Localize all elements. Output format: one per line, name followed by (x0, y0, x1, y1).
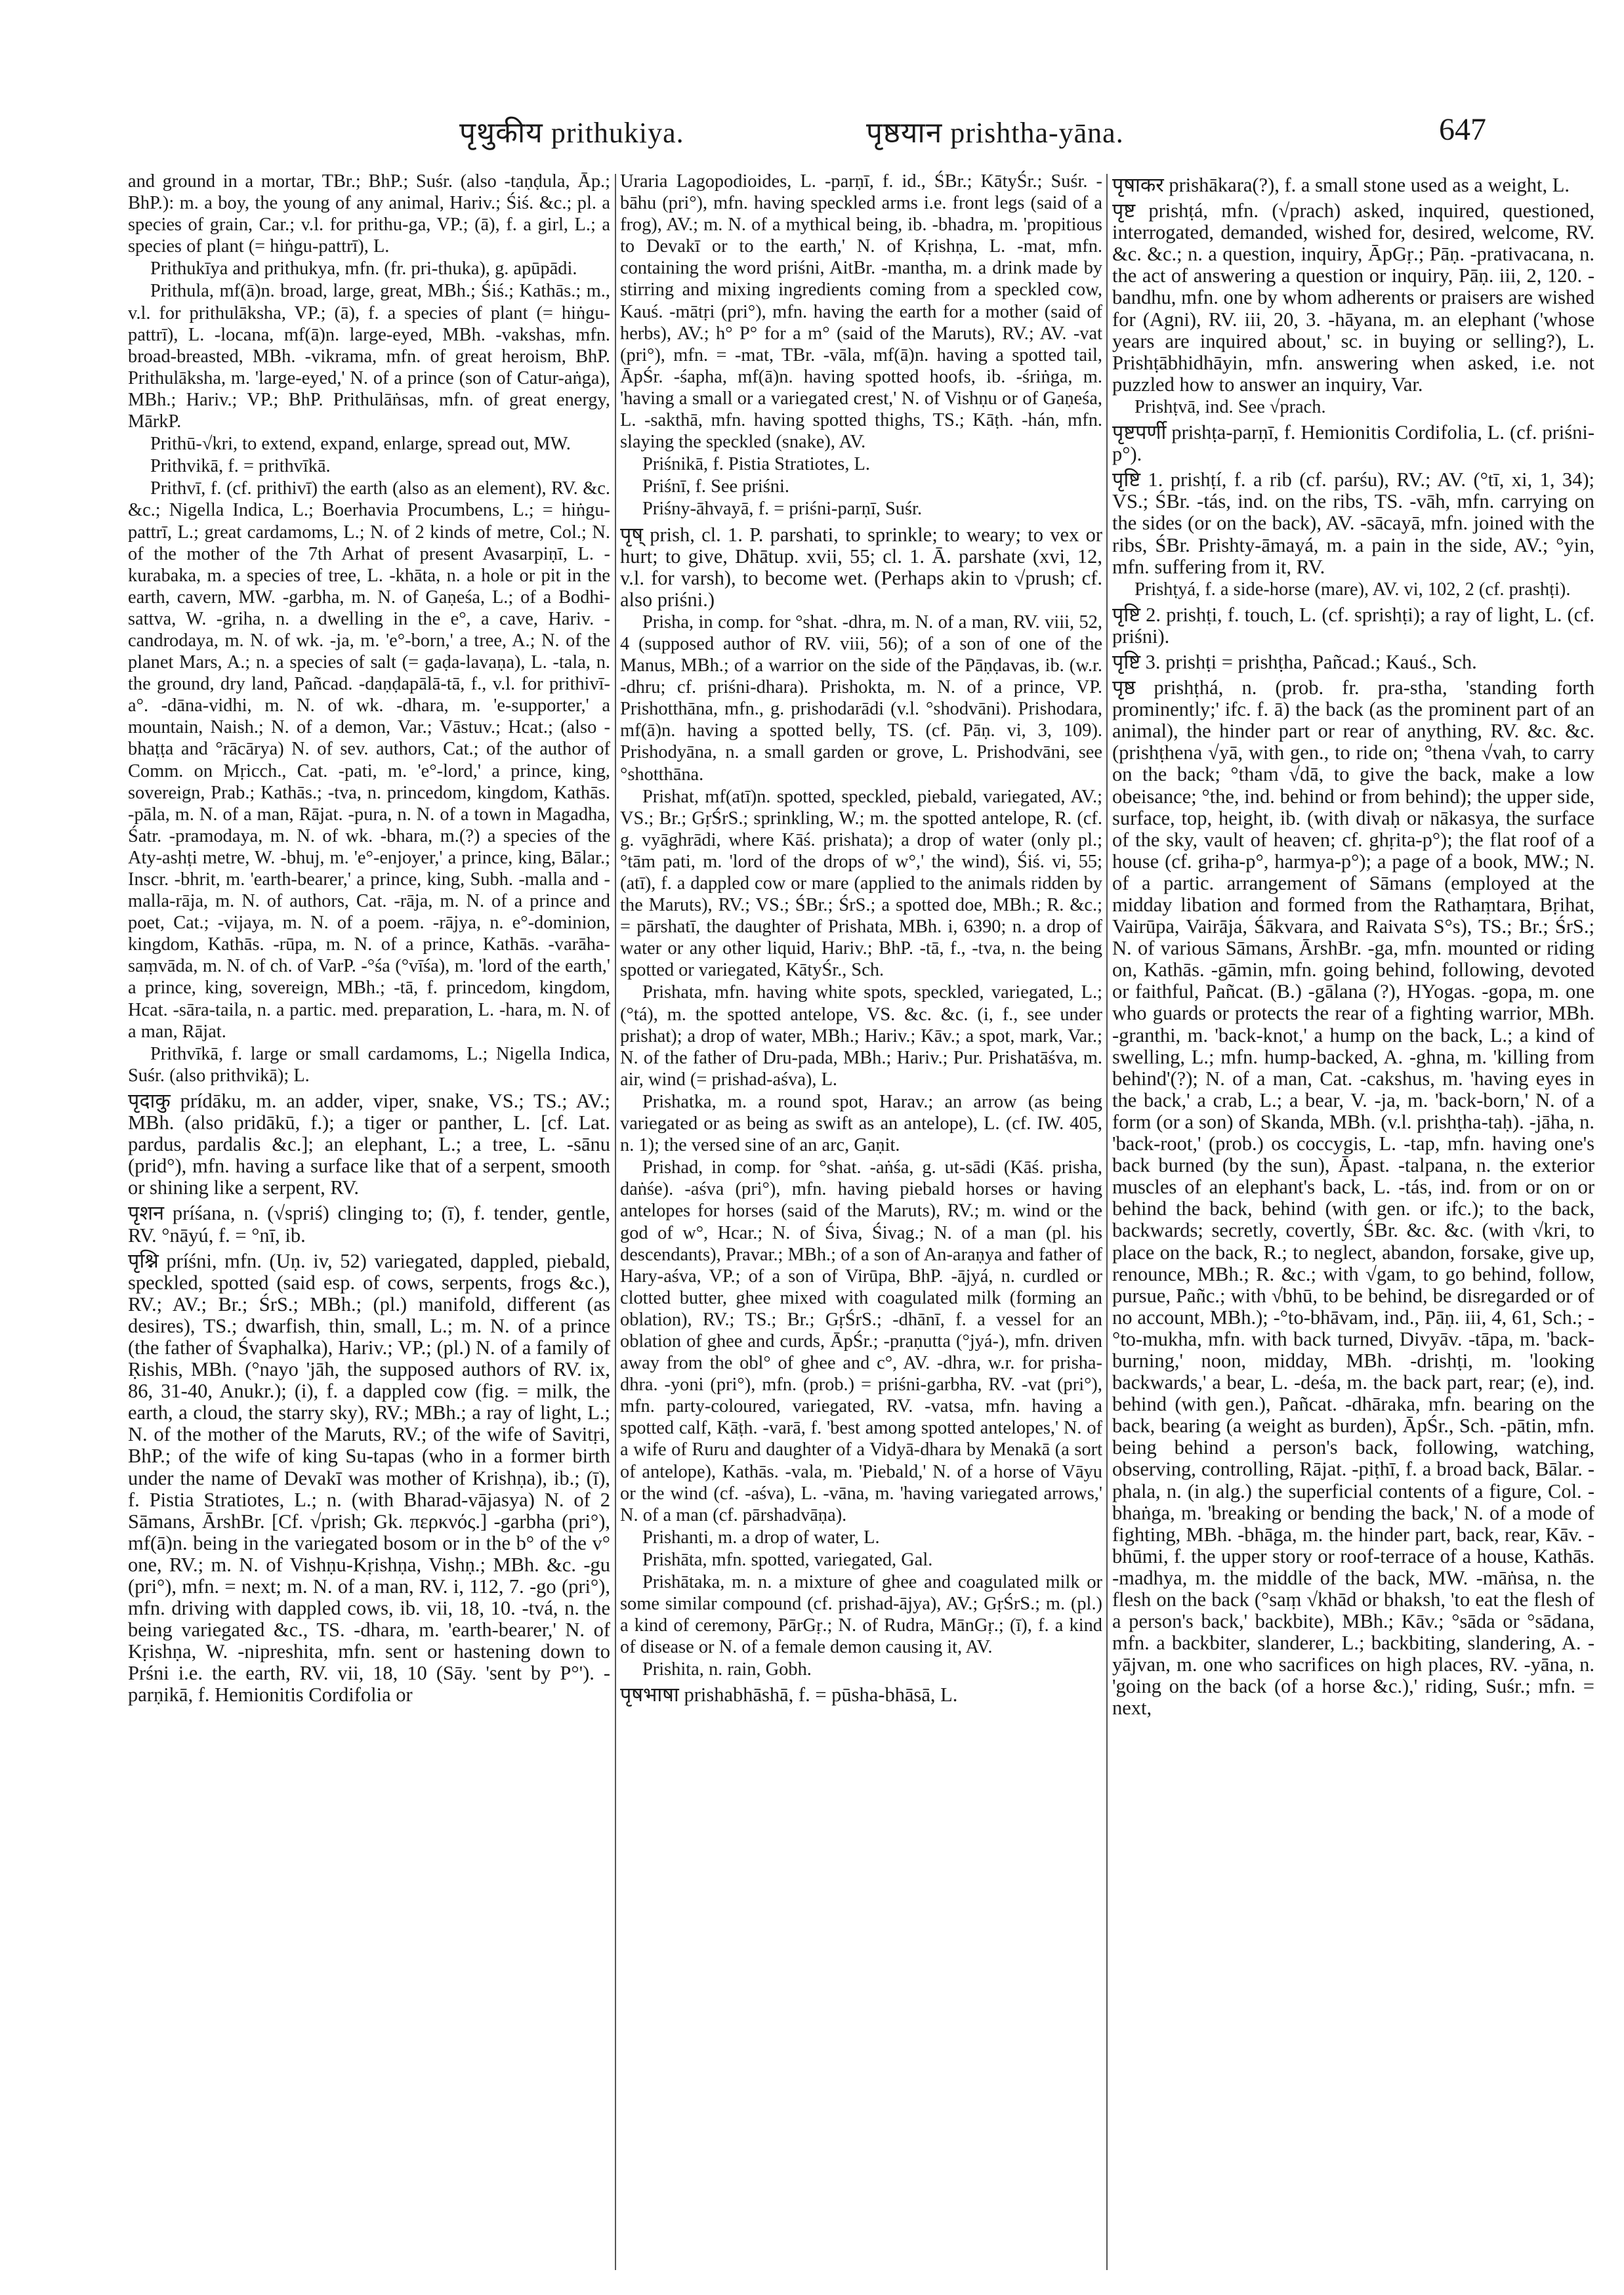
dictionary-entry: पृष्टि 1. prishṭí, f. a rib (cf. parśu), RV.; AV. (°tī, xi, 1, 34); VS.; ŚBr. -tás, ind. on the ribs, TS. -vāh, mfn. carrying on the sides (or on the back), AV. -sācayā, mfn. joined with the ribs, ŚBr. Prishty-āmayá, m. a pain in the side, AV.; °yin, mfn. suffering from it, RV. (1112, 468, 1594, 578)
dictionary-entry: Prishata, mfn. having white spots, speckled, variegated, L.; (°tá), m. the spotted antelope, VS. &c. &c. (i, f., see under prishat); a drop of water, MBh.; Hariv.; Kāv.; a spot, mark, Var.; N. of the father of Dru-pada, MBh.; Hariv.; Pur. Prishatāśva, m. air, wind (= prishad-aśva), L. (620, 982, 1102, 1090)
dictionary-entry: पृष्टि 2. prishṭi, f. touch, L. (cf. sprishṭi); a ray of light, L. (cf. priśni). (1112, 603, 1594, 648)
dictionary-entry: पृदाकु prídāku, m. an adder, viper, snake, VS.; TS.; AV.; MBh. (also pridākū, f.); a tiger or panther, L. [cf. Lat. pardus, pardalis &c.]; an elephant, L.; a tree, L. -sānu (prid°), mfn. having a surface like that of a serpent, smooth or shining like a serpent, RV. (128, 1089, 610, 1199)
dictionary-entry: Prishita, n. rain, Gobh. (642, 1659, 812, 1680)
dictionary-entry: Priśnikā, f. Pistia Stratiotes, L. (642, 454, 870, 475)
dictionary-entry: Uraria Lagopodioides, L. -parṇī, f. id., ŚBr.; KātyŚr.; Suśr. -bāhu (pri°), mfn. having speckled arms i.e. front legs (said of a frog), AV.; m. N. of a mythical being, ib. -bhadra, m. 'propitious to Devakī or to the earth,' N. of Kṛishṇa, L. -mat, mfn. containing the word priśni, AitBr. -mantha, m. a drink made by stirring and mixing ingredients coming from a speckled cow, Kauś. -mātṛi (pri°), mfn. having the earth for a mother (said of herbs), AV.; h° P° for a m° (said of the Maruts), RV.; AV. -vat (pri°), mfn. = -mat, TBr. -vāla, mf(ā)n. having a spotted tail, ĀpŚr. -śapha, mf(ā)n. having spotted hoofs, ib. -śriṅga, m. 'having a small or a variegated crest,' N. of Vishṇu or of Gaṇeśa, L. -sakthā, mfn. having spotted thighs, TS.; Kāṭh. -hán, mfn. slaying the speckled (snake), AV. (620, 171, 1102, 453)
column-left (128, 171, 610, 2270)
dictionary-entry: Prishāta, mfn. spotted, variegated, Gal. (642, 1549, 933, 1570)
dictionary-entry: पृष्ठ prishṭhá, n. (prob. fr. pra-stha, 'standing forth prominently;' ifc. f. ā) the back (as the prominent part of an animal), the hinder part or rear of anything, RV. &c. &c. (prishṭhena √yā, with gen., to ride on; °thena √vah, to carry on the back; °tham √dā, to give the back, make a low obeisance; °the, ind. behind or from behind); the upper side, surface, top, height, ib. (with divaḥ or nākasya, the surface of the sky, vault of heaven; cf. ghṛita-p°); the flat roof of a house (cf. griha-p°, harmya-p°); a page of a book, MW.; N. of a partic. arrangement of Sāmans (employed at the midday libation and formed from the Rathaṃtara, Bṛihat, Vairūpa, Vairāja, Śākvara, and Raivata S°s), TS.; Br.; ŚrS.; N. of various Sāmans, ĀrshBr. -ga, mfn. mounted or riding on, Kathās. -gāmin, mfn. going behind, following, devoted or faithful, Pañcat. (B.) -gālana (?), HYogas. -gopa, m. one who guards or protects the rear of a fighting warrior, MBh. -granthi, m. 'back-knot,' a hump on the back, L.; a kind of swelling, L.; mfn. hump-backed, A. -ghna, m. 'killing from behind'(?); N. of a man, Cat. -cakshus, m. 'having eyes in the back,' a crab, L.; a bear, V. -ja, m. 'back-born,' N. of a form (or a son) of Skanda, MBh. (v.l. prishṭha-taḥ). -jāha, n. 'back-root,' (prob.) os coccygis, L. -tap, mfn. having one's back burned (by the sun), Āpast. -talpana, n. the exterior muscles of an elephant's back, L. -tás, ind. from or on or behind the back, behind (with gen. or ifc.); to the back, backwards; secretly, covertly, ŚBr. &c. &c. (with √kri, to place on the back, R.; to neglect, abandon, forsake, give up, renounce, MBh.; R. &c.; with √gam, to go behind, follow, pursue, Pañc.; with √bhū, to be behind, be disregarded or of no account, MBh.); -°to-bhāvam, ind., Pāṇ. iii, 4, 61, Sch.; -°to-mukha, mfn. with back turned, Divyāv. -tāpa, m. 'back-burning,' noon, midday, MBh. -drishṭi, m. 'looking backwards,' a bear, L. -deśa, m. the back part, rear; (e), ind. behind (with gen.), Pañcat. -dhāraka, mfn. bearing on the back, bearing (a weight as burden), ĀpŚr., Sch. -pātin, mfn. being behind a person's back, following, watching, observing, controlling, Rājat. -piṭhī, f. a broad back, Bālar. -phala, n. (in alg.) the superficial contents of a figure, Col. -bhaṅga, m. 'breaking or bending the back,' N. of a mode of fighting, MBh. -bhāga, m. the hinder part, back, rear, Kāv. -bhūmi, f. the upper story or roof-terrace of a house, Kathās. -madhya, m. the middle of the back, MW. -māṅsa, n. the flesh on the back (°saṃ √khād or bhaksh, 'to eat the flesh of a person's back,' backbite), MBh.; Kāv.; °sāda or °sādana, mfn. a backbiter, slanderer, L.; backbiting, slandering, A. -yājvan, m. one who sacrifices on high places, RV. -yāna, n. 'going on the back (of a horse &c.),' riding, Suśr.; mfn. = next, (1112, 676, 1594, 1720)
dictionary-entry: पृश्नि príśni, mfn. (Uṇ. iv, 52) variegated, dappled, piebald, speckled, spotted (said esp. of cows, serpents, frogs &c.), RV.; AV.; Br.; ŚrS.; MBh.; (pl.) manifold, different (as desires), TS.; dwarfish, thin, small, L.; m. N. of a prince (the father of Śvaphalka), Hariv.; VP.; (pl.) N. of a family of Ṛishis, MBh. (°nayo 'jāh, the supposed authors of RV. ix, 86, 31-40, Anukr.); (i), f. a dappled cow (fig. = milk, the earth, a cloud, the starry sky), RV.; MBh.; a ray of light, L.; N. of the mother of the Maruts, RV.; of the wife of Savitṛi, BhP.; of the wife of king Su-tapas (who in a former birth under the name of Devakī was mother of Krishṇa), ib.; (ī), f. Pistia Stratiotes, L.; n. (with Bharad-vājasya) N. of 2 Sāmans, ĀrshBr. [Cf. √prish; Gk. περκνός.] -garbha (pri°), mf(ā)n. being in the variegated bosom or in the b° of the v° one, RV.; m. N. of Vishṇu-Kṛishṇa, Vishṇ.; MBh. &c. -gu (pri°), mfn. = next; m. N. of a man, RV. i, 112, 7. -go (pri°), mfn. driving with dappled cows, ib. vii, 18, 10. -tvá, n. the being variegated &c., TS. -dhara, m. 'earth-bearer,' N. of Kṛishṇa, W. -nipreshita, mfn. sent or hastening down to Prśni i.e. the earth, RV. vii, 18, 10 (Sāy. 'sent by P°'). -parṇikā, f. Hemionitis Cordifolia or (128, 1249, 610, 1706)
dictionary-entry: and ground in a mortar, TBr.; BhP.; Suśr. (also -taṇḍula, Āp.; BhP.): m. a boy, the young of any animal, Hariv.; Śiś. &c.; pl. a species of grain, Car.; v.l. for prithu-ga, VP.; (ā), f. a girl, L.; a species of plant (= hiṅgu-pattrī), L. (128, 171, 610, 257)
dictionary-entry: Prithū-√kri, to extend, expand, enlarge, spread out, MW. (150, 434, 571, 455)
dictionary-entry: Prishātaka, m. n. a mixture of ghee and coagulated milk or some similar compound (cf. prishad-ājya), AV.; GṛŚrS.; m. (pl.) a kind of ceremony, PārGṛ.; N. of Rudra, MānGṛ.; (ī), f. a kind of disease or N. of a female demon causing it, AV. (620, 1572, 1102, 1658)
dictionary-entry: Prishanti, m. a drop of water, L. (642, 1527, 880, 1548)
dictionary-entry: Prishat, mf(atī)n. spotted, speckled, piebald, variegated, AV.; VS.; Br.; GṛŚrS.; sprinkling, W.; m. the spotted antelope, R. (cf. g. vyāghrādi, where Kāś. prishata); a drop of water (only pl.; °tām pati, m. 'lord of the drops of w°,' the wind), Śiś. vi, 55; (atī), f. a dappled cow or mare (applied to the animals ridden by the Maruts), RV.; VS.; ŚBr.; ŚrS.; a spotted doe, MBh.; R. &c.; = pārshatī, the daughter of Prishata, MBh. i, 6390; n. a drop of water or any other liquid, Hariv.; BhP. -tā, f., -tva, n. the being spotted or variegated, KātyŚr., Sch. (620, 786, 1102, 981)
dictionary-entry: Priśnī, f. See priśni. (642, 476, 789, 497)
column-middle (620, 171, 1102, 2270)
dictionary-entry: पृषभाषा prishabhāshā, f. = pūsha-bhāsā, L. (620, 1684, 958, 1706)
dictionary-entry: पृषाकर prishākara(?), f. a small stone used as a weight, L. (1112, 174, 1570, 196)
page-number: 647 (1439, 112, 1486, 147)
column-divider (1106, 174, 1108, 2270)
dictionary-entry: Prithvī, f. (cf. prithivī) the earth (also as an element), RV. &c. &c.; Nigella Indica, L.; Boerhavia Procumbens, L.; = hiṅgu-pattrī, L.; great cardamoms, L.; N. of 2 kinds of metre, Col.; N. of the mother of the 7th Arhat of present Avasarpiṇī, L. -kurabaka, m. a species of tree, L. -khāta, n. a hole or pit in the earth, cavern, MW. -garbha, m. N. of Gaṇeśa, L.; of a Bodhi-sattva, W. -griha, n. a dwelling in the e°, a cave, Hariv. -candrodaya, m. N. of wk. -ja, m. 'e°-born,' a tree, A.; N. of the planet Mars, A.; n. a species of salt (= gaḍa-lavaṇa), L. -tala, n. the ground, dry land, Pañcad. -daṇḍapālā-tā, f., v.l. for prithivī-a°. -dāna-vidhi, m. N. of wk. -dhara, m. 'e-supporter,' a mountain, Naish.; N. of a demon, Var.; Vāstuv.; Hcat.; (also -bhaṭṭa and °rācārya) N. of sev. authors, Cat.; of the author of Comm. on Mṛicch., Cat. -pati, m. 'e°-lord,' a prince, king, sovereign, Prab.; Kathās.; -tva, n. princedom, kingdom, Kathās. -pāla, m. N. of a man, Rājat. -pura, n. N. of a town in Magadha, Śatr. -pramodaya, m. N. of wk. -bhara, m.(?) a species of the Aty-ashṭi metre, W. -bhuj, m. 'e°-enjoyer,' a prince, king, Bālar.; Inscr. -bhrit, m. 'earth-bearer,' a prince, king, Subh. -malla and -malla-rāja, m. N. of authors, Cat. -rāja, m. N. of a prince and poet, Cat.; -vijaya, m. N. of a poem. -rājya, n. e°-dominion, kingdom, Kathās. -rūpa, m. N. of a prince, Kathās. -varāha-saṃvāda, m. N. of ch. of VarP. -°śa (°vīśa), m. 'lord of the earth,' a prince, king, sovereign, MBh.; -tā, f. princedom, kingdom, Hcat. -sāra-taila, n. a partic. med. preparation, L. -hara, m. N. of a man, Rājat. (128, 478, 610, 1042)
dictionary-entry: Prithula, mf(ā)n. broad, large, great, MBh.; Śiś.; Kathās.; m., v.l. for prithulāksha, VP.; (ā), f. a species of plant (= hiṅgu-pattrī), L. -locana, mf(ā)n. large-eyed, MBh. -vakshas, mfn. broad-breasted, MBh. -vikrama, mfn. of great heroism, BhP. Prithulāksha, m. 'large-eyed,' N. of a prince (son of Catur-aṅga), MBh.; Hariv.; VP.; BhP. Prithulāṅsas, mfn. of great energy, MārkP. (128, 281, 610, 432)
dictionary-entry: Prithvikā, f. = prithvīkā. (150, 456, 331, 477)
dictionary-entry: पृष्टि 3. prishṭi = prishṭha, Pañcad.; Kauś., Sch. (1112, 650, 1477, 673)
dictionary-entry: Prithvīkā, f. large or small cardamoms, L.; Nigella Indica, Suśr. (also prithvikā); L. (128, 1043, 610, 1086)
dictionary-entry: Prithukīya and prithukya, mfn. (fr. pri-thuka), g. apūpādi. (150, 258, 577, 279)
dictionary-entry: पृष् prish, cl. 1. P. parshati, to sprinkle; to weary; to vex or hurt; to give, Dhātup. xvii, 55; cl. 1. Ā. parshate (xvi, 12, v.l. for varsh), to become wet. (Perhaps akin to √prush; cf. also priśni.) (620, 523, 1102, 611)
column-divider (615, 174, 616, 2270)
header-right-headword: पृष्ठयान prishtha-yāna. (866, 117, 1124, 149)
dictionary-entry: Prishad, in comp. for °shat. -aṅśa, g. ut-sādi (Kāś. prisha, daṅśe). -aśva (pri°), mfn. having piebald horses or having antelopes for horses (said of the Maruts), RV.; m. wind or the god of w°, Hcar.; N. of Śiva, Śivag.; N. of a man (pl. his descendants), Pravar.; MBh.; of a son of An-araṇya and father of Hary-aśva, VP.; of a son of Virūpa, BhP. -ājyá, n. curdled or clotted butter, ghee mixed with coagulated milk (forming an oblation), RV.; TS.; Br.; GṛŚrS.; -dhānī, f. a vessel for an oblation of ghee and curds, ĀpŚr.; -praṇutta (°jyá-), mfn. driven away from the obl° of ghee and c°, AV. -dhra, w.r. for prisha-dhra. -yoni (pri°), mfn. (prob.) = priśni-garbha, RV. -vat (pri°), mfn. party-coloured, variegated, RV. -vatsa, mfn. having a spotted calf, Kāṭh. -varā, f. 'best among spotted antelopes,' N. of a wife of Ruru and daughter of a Vidyā-dhara by Menakā (a sort of antelope), Kathās. -vala, m. 'Piebald,' N. of a horse of Vāyu or the wind (cf. -aśva), L. -vāna, m. 'having variegated arrows,' N. of a man (cf. pārshadvāṇa). (620, 1157, 1102, 1525)
dictionary-entry: Prishatka, m. a round spot, Harav.; an arrow (as being variegated or as being as swift as an antelope), L. (cf. IW. 405, n. 1); the versed sine of an arc, Gaṇit. (620, 1091, 1102, 1156)
dictionary-entry: Priśny-āhvayā, f. = priśni-parṇī, Suśr. (642, 499, 923, 520)
running-header (459, 112, 1486, 164)
dictionary-entry: पृशन príśana, n. (√spriś) clinging to; (ī), f. tender, gentle, RV. °nāyú, f. = °nī, ib. (128, 1202, 610, 1247)
dictionary-entry: पृष्ट prishṭá, mfn. (√prach) asked, inquired, questioned, interrogated, demanded, wished for, desired, welcome, RV. &c. &c.; n. a question, inquiry, ĀpGṛ.; Pāṇ. -prativacana, n. the act of answering a question or inquiry, Pāṇ. iii, 2, 120. -bandhu, mfn. one by whom adherents or praisers are wished for (Agni), RV. iii, 20, 3. -hāyana, m. an elephant ('whose years are inquired about,' sc. in buying or selling?), L. Prishṭābhidhāyin, mfn. answering when asked, i.e. not puzzled how to answer an inquiry, Var. (1112, 199, 1594, 396)
dictionary-entry: Prishṭyá, f. a side-horse (mare), AV. vi, 102, 2 (cf. prashṭi). (1135, 579, 1571, 600)
dictionary-entry: Prishṭvā, ind. See √prach. (1135, 396, 1326, 417)
dictionary-entry: पृष्टपर्णी prishṭa-parṇī, f. Hemionitis Cordifolia, L. (cf. priśni-p°). (1112, 421, 1594, 466)
dictionary-entry: Prisha, in comp. for °shat. -dhra, m. N. of a man, RV. viii, 52, 4 (supposed author of RV. viii, 56); of a son of one of the Manus, MBh.; of a warrior on the side of the Pāṇḍavas, ib. (w.r. -dhru; cf. priśni-dhara). Prishokta, m. N. of a prince, VP. Prishotthāna, mfn., g. prishodarādi (v.l. °shodvāni). Prishodara, mf(ā)n. having a spotted belly, TS. (cf. Pāṇ. vi, 3, 109). Prishodyāna, n. a small garden or grove, L. Prishodvāni, see °shotthāna. (620, 611, 1102, 785)
column-right (1112, 171, 1594, 2270)
header-left-headword: पृथुकीय prithukiya. (459, 117, 684, 149)
